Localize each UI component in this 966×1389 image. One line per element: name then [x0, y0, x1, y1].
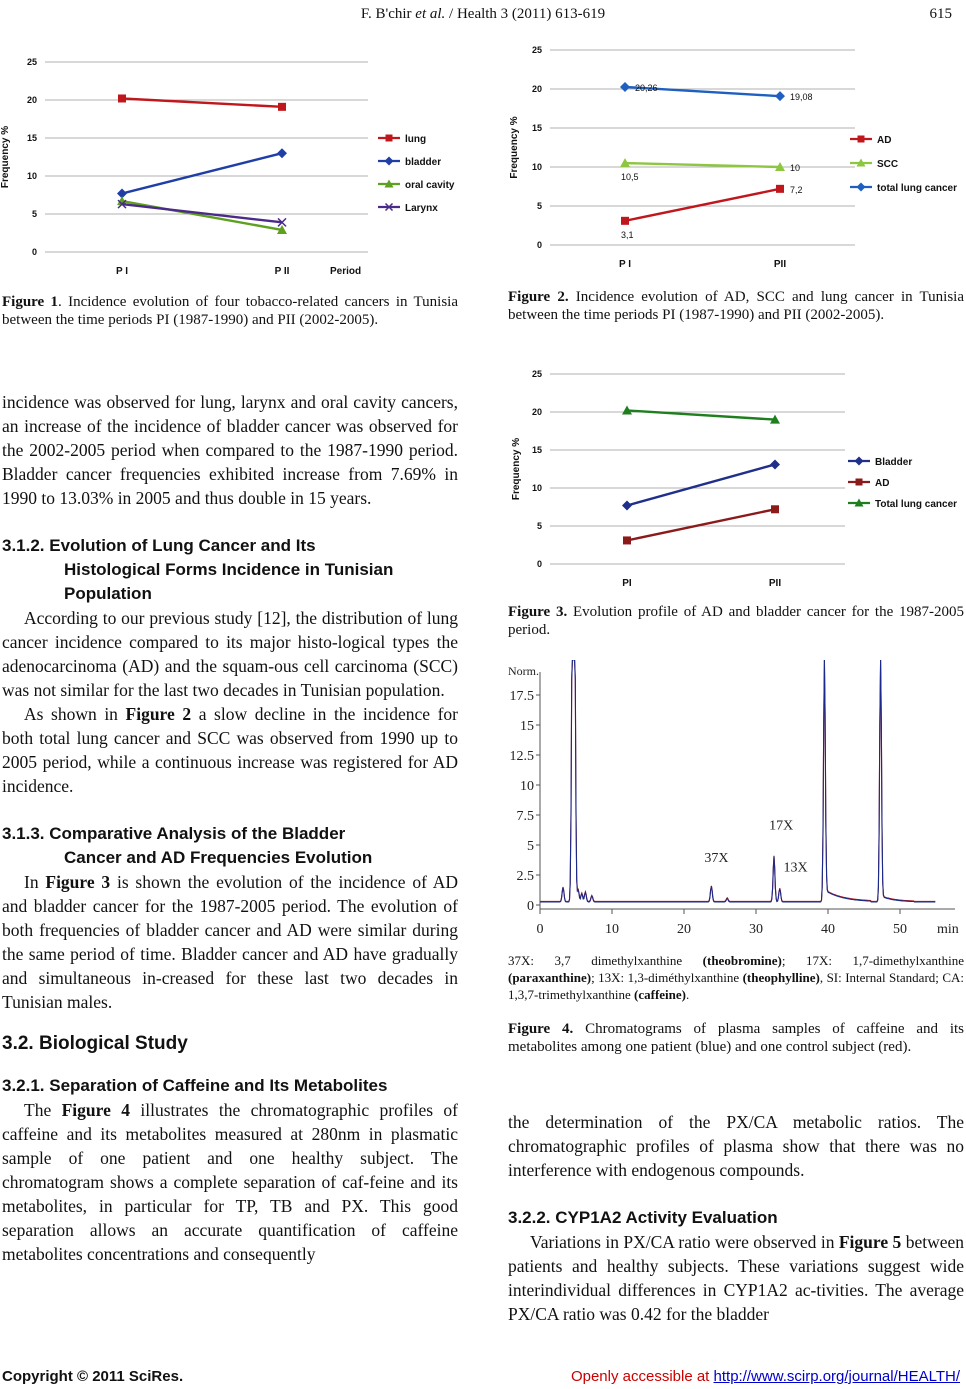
y-tick-label: 17.5	[509, 689, 534, 704]
figure-3-caption-label: Figure 3.	[508, 604, 568, 620]
x-tick-label: P II	[274, 266, 290, 277]
running-title-etal: et al.	[415, 6, 446, 22]
x-tick-label: 10	[605, 922, 619, 937]
data-point-bladder-0	[622, 500, 632, 510]
x-tick-label: 40	[821, 922, 835, 937]
y-tick-label: 0	[536, 559, 542, 569]
legend-marker-ad	[858, 136, 865, 143]
heading-3-1-2-line1: 3.1.2. Evolution of Lung Cancer and Its	[2, 536, 316, 555]
x-axis-unit-label: min	[937, 922, 959, 937]
peak-label-17x: 17X	[769, 818, 794, 834]
figure-3-caption	[508, 603, 964, 639]
x-axis-title: Period	[330, 266, 362, 277]
x-tick-label: 0	[536, 922, 544, 937]
series-line-oral-cavity	[122, 201, 282, 230]
y-axis-title: Frequency %	[0, 125, 11, 189]
right-column-body	[508, 1110, 964, 1326]
para4-figure-ref: Figure 3	[45, 872, 111, 892]
para3-figure-ref: Figure 2	[125, 704, 192, 724]
data-point-ad-1	[771, 505, 779, 513]
legend-theobromine: (theobromine)	[702, 953, 782, 968]
para4-c: is shown the evolution of the incidence of AD and bladder cancer for the 1987-2005 period. The evolution of both frequencies of bladder cancer and AD were similar during the same period of time. Bladder cancer and AD have gradually and simultaneous in-creased for these last two decades in Tunisian males.	[2, 872, 458, 1012]
series-line-scc	[625, 163, 780, 167]
peak-label-13x: 13X	[783, 860, 808, 876]
figure-3-caption-text: Evolution profile of AD and bladder cancer for the 1987-2005 period.	[508, 604, 965, 638]
figure-3-chart	[505, 364, 965, 594]
figure-2-caption-label: Figure 2.	[508, 289, 569, 305]
y-axis-title: Frequency %	[509, 116, 520, 179]
figure-1-caption-label: Figure 1	[2, 294, 59, 310]
series-line-bladder	[122, 153, 282, 193]
y-tick-label: 20	[531, 84, 542, 94]
x-tick-label: 20	[677, 922, 691, 937]
legend-marker-lung	[386, 135, 393, 142]
figure-2-chart	[505, 40, 965, 275]
y-tick-label: 5	[31, 209, 37, 219]
legend-label-total-lung-cancer: total lung cancer	[877, 183, 958, 194]
figure-4-caption-text: Chromatograms of plasma samples of caffeine and its metabolites among one patient (blue) and one control subject (red).	[508, 1021, 964, 1055]
figure-2-svg	[505, 40, 965, 275]
y-axis-unit-label: Norm.	[508, 664, 539, 678]
para-r2-figure-ref: Figure 5	[838, 1232, 902, 1252]
legend-label-lung: lung	[405, 134, 427, 145]
running-title-prefix: F. B'chir	[360, 6, 416, 22]
figure-1-caption	[2, 293, 458, 329]
y-tick-label: 0	[527, 899, 534, 914]
data-point-bladder-1	[277, 148, 287, 158]
running-header	[0, 6, 966, 26]
y-tick-label: 10	[520, 779, 534, 794]
legend-label-total-lung-cancer: Total lung cancer	[875, 499, 958, 510]
y-tick-label: 12.5	[509, 749, 534, 764]
data-point-ad-1	[776, 185, 784, 193]
paragraph-figure2-ref	[2, 702, 458, 798]
y-tick-label: 15	[26, 133, 37, 143]
open-access-text: Openly accessible at	[570, 1368, 714, 1385]
data-label-ad: 3,1	[621, 229, 634, 240]
y-tick-label: 25	[26, 57, 37, 67]
legend-37x: 37X: 3,7 dimethylxanthine	[508, 953, 703, 968]
y-tick-label: 0	[31, 247, 37, 257]
y-tick-label: 10	[26, 171, 37, 181]
journal-link[interactable]: http://www.scirp.org/journal/HEALTH/	[713, 1368, 960, 1385]
y-tick-label: 5	[536, 521, 542, 531]
legend-label-ad: AD	[875, 478, 890, 489]
figure-2-caption	[508, 288, 964, 324]
series-line-bladder	[627, 464, 775, 505]
y-tick-label: 5	[536, 201, 542, 211]
legend-label-scc: SCC	[877, 159, 899, 170]
peak-label-37x: 37X	[704, 850, 729, 866]
y-tick-label: 7.5	[516, 809, 534, 824]
data-label-total-lung-cancer: 19,08	[790, 92, 813, 103]
heading-3-2: 3.2. Biological Study	[2, 1033, 188, 1054]
para4-a: In	[24, 872, 46, 892]
data-label-total-lung-cancer: 20,26	[635, 82, 658, 93]
trace-patient	[540, 660, 935, 902]
figure-1-caption-text: . Incidence evolution of four tobacco-related cancers in Tunisia between the time periods PI (1987-1990) and PII (2002-2005).	[2, 294, 458, 328]
data-label-scc: 10,5	[621, 172, 639, 183]
y-tick-label: 25	[531, 369, 542, 379]
figure-1-svg	[0, 52, 465, 282]
figure-4-svg	[505, 660, 965, 950]
y-tick-label: 10	[531, 483, 542, 493]
heading-3-2-1: 3.2.1. Separation of Caffeine and Its Metabolites	[2, 1076, 388, 1095]
x-tick-label: P I	[618, 259, 632, 270]
legend-label-oral-cavity: oral cavity	[405, 180, 455, 191]
legend-marker-ad	[856, 479, 863, 486]
running-title	[0, 6, 966, 23]
copyright: Copyright © 2011 SciRes.	[2, 1368, 184, 1385]
x-tick-label: 50	[893, 922, 907, 937]
para3-c: a slow decline in the incidence for both total lung cancer and SCC was observed from 1990 up to 2005 period, while a continuous increase was registered for AD incidence.	[2, 704, 458, 796]
legend-marker-total-lung-cancer	[857, 183, 866, 192]
left-column-body	[2, 390, 458, 1266]
figure-3-svg	[505, 364, 965, 594]
data-label-scc: 10	[790, 163, 801, 173]
y-tick-label: 20	[531, 407, 542, 417]
series-line-ad	[627, 509, 775, 540]
open-access-notice	[571, 1368, 960, 1385]
page-number: 615	[929, 6, 952, 22]
y-tick-label: 25	[531, 45, 542, 55]
paragraph-px-ca: the determination of the PX/CA metabolic ratios. The chromatographic profiles of plasma show that there was no interference with endogenous compounds.	[508, 1112, 964, 1180]
data-label-ad: 7,2	[790, 184, 803, 195]
data-point-ad-0	[623, 536, 631, 544]
y-tick-label: 0	[536, 240, 542, 250]
y-tick-label: 15	[531, 445, 542, 455]
paragraph-incidence: incidence was observed for lung, larynx and oral cavity cancers, an increase of the incidence of bladder cancer was observed for the 2002-2005 period when compared to the 1987-1990 period. Bladder cancer frequencies exhibited increase from 7.69% in 1990 to 13.03% in 2005 and thus double in 15 years.	[2, 392, 458, 508]
x-tick-label: 30	[749, 922, 763, 937]
x-tick-label: P I	[115, 266, 129, 277]
heading-3-1-3-line1: 3.1.3. Comparative Analysis of the Bladder	[2, 824, 346, 843]
data-point-bladder-1	[770, 459, 780, 469]
paragraph-figure3-ref	[2, 870, 458, 1014]
y-tick-label: 15	[531, 123, 542, 133]
legend-13x: ; 13X: 1,3-diméthylxanthine	[591, 970, 743, 985]
legend-theophylline: (theophylline)	[742, 970, 820, 985]
legend-label-ad: AD	[877, 135, 892, 146]
para5-figure-ref: Figure 4	[61, 1100, 131, 1120]
legend-si-ca: , SI: Internal Standard; CA: 1,3,7-trimethylxanthine	[508, 970, 964, 1002]
legend-label-larynx: Larynx	[405, 203, 438, 214]
legend-17x: ; 17X: 1,7-dimethylxanthine	[781, 953, 965, 968]
legend-paraxanthine: (paraxanthine)	[508, 970, 592, 985]
para5-c: illustrates the chromatographic profiles of caffeine and its metabolites measured at 280nm in plasmatic sample of one patient and one healthy subject. The chromatogram shows a complete separation of caf-feine and its metabolites, in particular for TP, TB and PX. This good separation allows an accurate quantification of caffeine metabolites concentrations and consequently	[2, 1100, 458, 1264]
trace-control	[540, 660, 935, 901]
running-title-suffix: / Health 3 (2011) 613-619	[445, 6, 606, 22]
para-r2-c: between patients and healthy subjects. These variations suggest wide interindividual differences in CYP1A2 ac-tivities. The average PX/CA ratio was 0.42 for the bladder	[508, 1232, 964, 1324]
heading-3-1-3	[2, 822, 458, 870]
heading-3-1-2	[2, 534, 458, 606]
figure-2-caption-text: Incidence evolution of AD, SCC and lung cancer in Tunisia between the time periods PI (1987-1990) and PII (2002-2005).	[508, 289, 965, 323]
y-tick-label: 2.5	[516, 869, 534, 884]
paragraph-figure5-ref	[508, 1230, 964, 1326]
y-tick-label: 10	[531, 162, 542, 172]
legend-marker-bladder	[855, 457, 864, 466]
data-point-total-lung-cancer-0	[620, 82, 630, 92]
x-tick-label: PII	[773, 259, 787, 270]
heading-3-2-2: 3.2.2. CYP1A2 Activity Evaluation	[508, 1208, 778, 1227]
paragraph-distribution: According to our previous study [12], the distribution of lung cancer incidence compared to its major histo-logical types the adenocarcinoma (AD) and the squam-ous cell carcinoma (SCC) was not similar for the last two decades in Tunisian population.	[2, 608, 458, 700]
x-tick-label: PII	[768, 578, 782, 589]
legend-caffeine: (caffeine)	[634, 987, 686, 1002]
heading-3-1-3-line2: Cancer and AD Frequencies Evolution	[64, 848, 373, 867]
series-line-larynx	[122, 204, 282, 222]
data-point-total-lung-cancer-1	[775, 91, 785, 101]
para5-a: The	[24, 1100, 62, 1120]
y-tick-label: 5	[527, 839, 534, 854]
series-line-ad	[625, 189, 780, 221]
figure-4-chromatogram	[505, 660, 965, 950]
legend-period: .	[685, 987, 690, 1002]
data-point-lung-1	[278, 103, 286, 111]
legend-label-bladder: bladder	[405, 157, 442, 168]
heading-3-1-2-line2: Histological Forms Incidence in Tunisian	[64, 560, 394, 579]
para3-a: As shown in	[24, 704, 126, 724]
data-point-lung-0	[118, 94, 126, 102]
para-r2-a: Variations in PX/CA ratio were observed in	[530, 1232, 839, 1252]
y-tick-label: 20	[26, 95, 37, 105]
y-axis-title: Frequency %	[511, 437, 522, 501]
figure-4-caption-label: Figure 4.	[508, 1021, 574, 1037]
heading-3-1-2-line3: Population	[64, 584, 152, 603]
paragraph-figure4-ref	[2, 1098, 458, 1266]
y-tick-label: 15	[520, 719, 534, 734]
legend-marker-bladder	[385, 157, 394, 166]
figure-4-legend-text	[508, 952, 964, 1003]
figure-4-caption	[508, 1020, 964, 1056]
legend-label-bladder: Bladder	[875, 457, 913, 468]
x-tick-label: PI	[622, 578, 632, 589]
data-point-ad-0	[621, 217, 629, 225]
figure-1-chart	[0, 52, 465, 282]
